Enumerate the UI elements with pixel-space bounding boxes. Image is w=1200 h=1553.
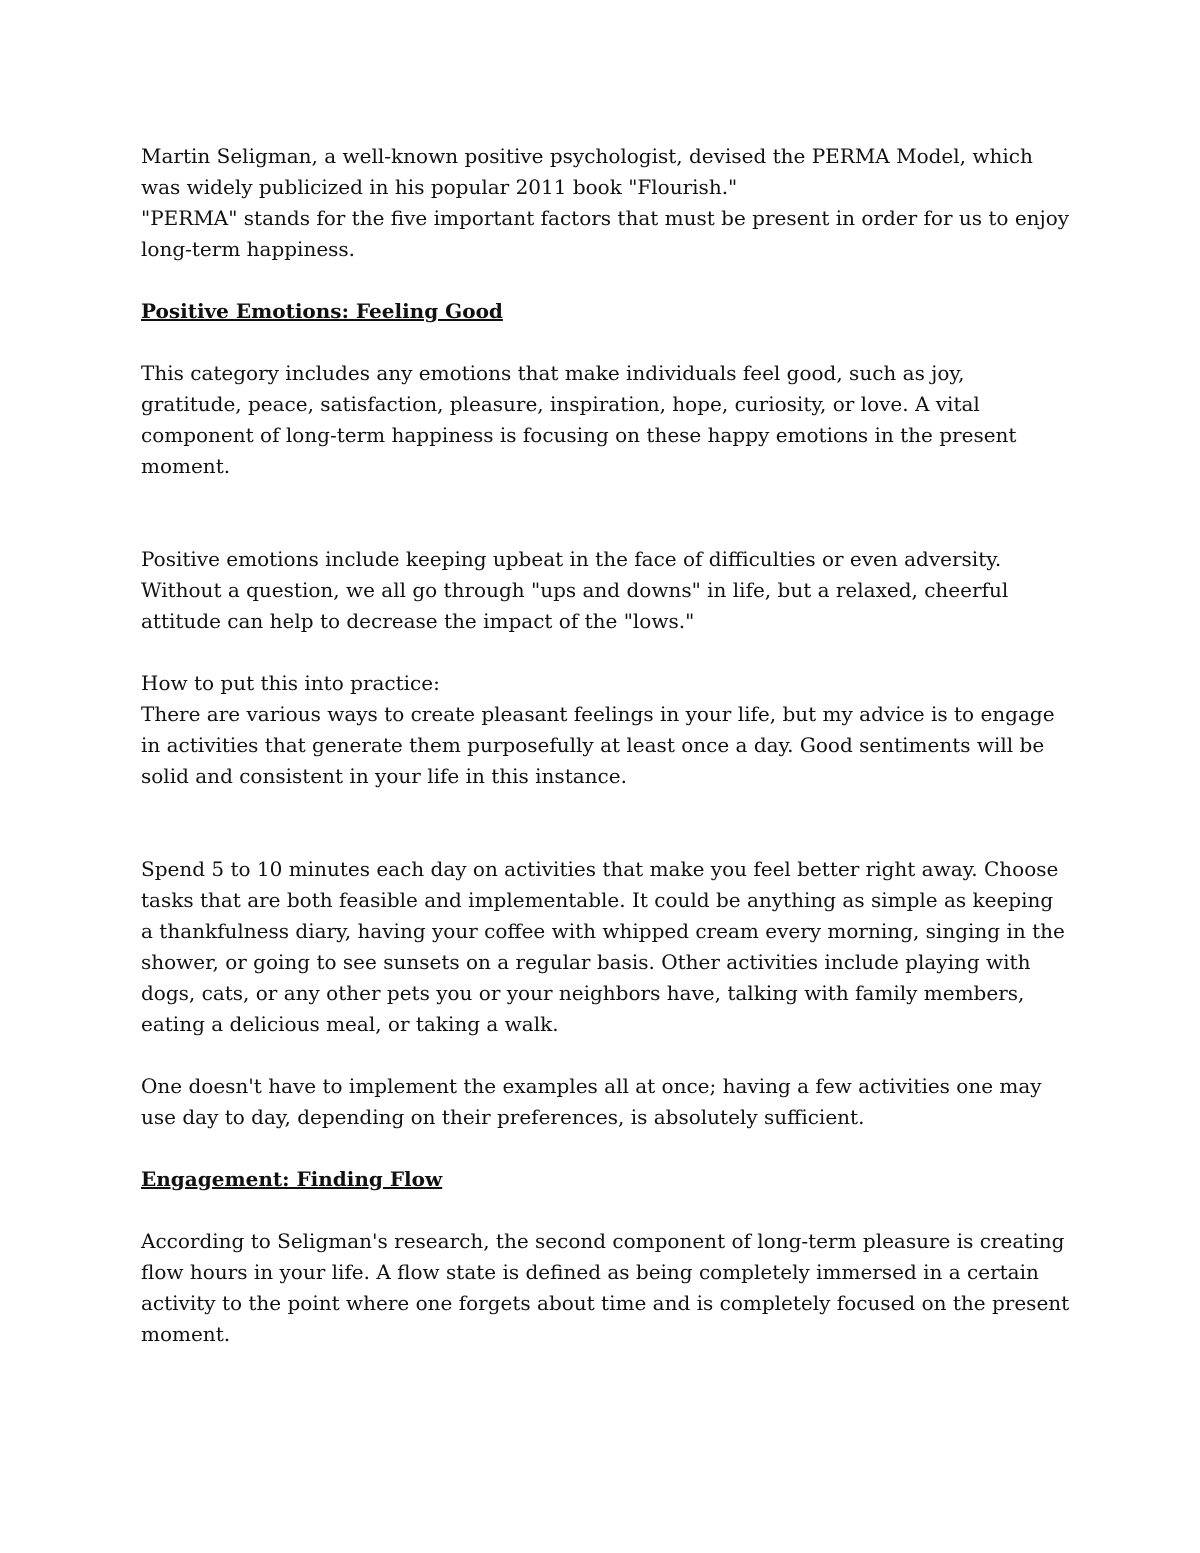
engagement-paragraph-1: According to Seligman's research, the second component of long-term pleasure is creating flow hours in your life. A flow state is defined as being completely immersed in a certain activity to the point where one forgets about time and is completely focused on the present moment. xyxy=(141,1229,1070,1346)
positive-emotions-paragraph-3: Spend 5 to 10 minutes each day on activities that make you feel better right away. Choose tasks that are both feasible and implementable. It could be anything as simple as keeping a thankfulness diary, having your coffee with whipped cream every morning, singing in the shower, or going to see sunsets on a regular basis. Other activities include playing with dogs, cats, or any other pets you or your neighbors have, talking with family members, eating a delicious meal, or taking a walk. xyxy=(141,857,1065,1036)
practice-paragraph xyxy=(141,668,1071,792)
practice-text: There are various ways to create pleasant feelings in your life, but my advice is to engage in activities that generate them purposefully at least once a day. Good sentiments will be solid and consistent in your life in this instance. xyxy=(141,702,1055,788)
positive-emotions-paragraph-2: Positive emotions include keeping upbeat in the face of difficulties or even adversity. Without a question, we all go through "ups and downs" in life, but a relaxed, cheerful attitude can help to decrease the impact of the "lows." xyxy=(141,547,1009,633)
document-body xyxy=(141,141,1071,1381)
section-heading-engagement: Engagement: Finding Flow xyxy=(141,1167,443,1191)
positive-emotions-paragraph-1: This category includes any emotions that make individuals feel good, such as joy, gratitude, peace, satisfaction, pleasure, inspiration, hope, curiosity, or love. A vital component of long-term happiness is focusing on these happy emotions in the present moment. xyxy=(141,361,1017,478)
intro-line-1: Martin Seligman, a well-known positive psychologist, devised the PERMA Model, which was widely publicized in his popular 2011 book "Flourish." xyxy=(141,144,1033,199)
intro-line-2: "PERMA" stands for the five important factors that must be present in order for us to enjoy long-term happiness. xyxy=(141,206,1070,261)
positive-emotions-paragraph-4: One doesn't have to implement the examples all at once; having a few activities one may use day to day, depending on their preferences, is absolutely sufficient. xyxy=(141,1074,1042,1129)
section-heading-positive-emotions: Positive Emotions: Feeling Good xyxy=(141,299,503,323)
intro-paragraph xyxy=(141,141,1071,265)
practice-label: How to put this into practice: xyxy=(141,671,440,695)
